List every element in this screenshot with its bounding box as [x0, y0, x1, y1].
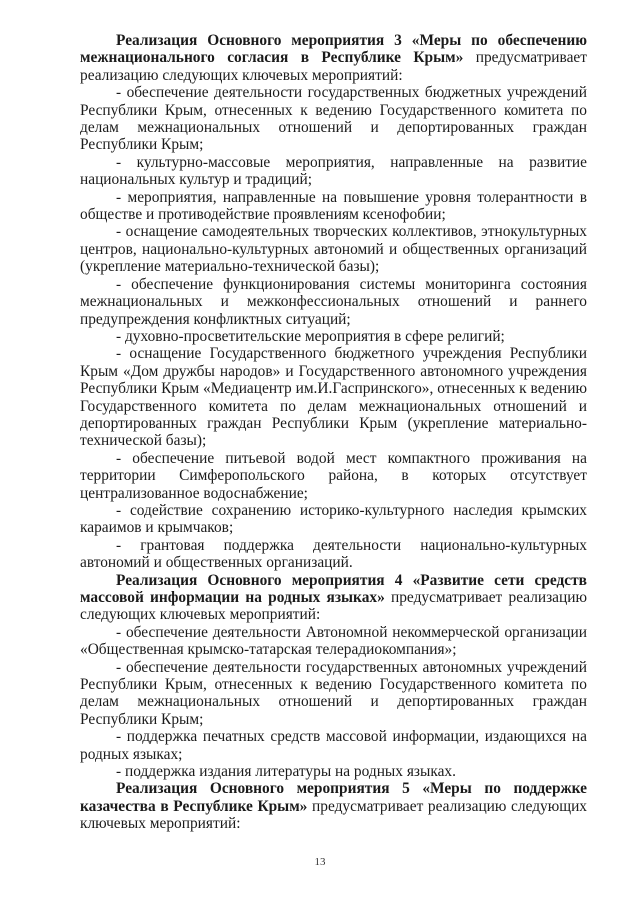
list-item: - духовно-просветительские мероприятия в сфере религий; [116, 327, 505, 345]
list-item: - поддержка печатных средств массовой информации, издающихся на родных языках; [80, 728, 587, 763]
section-intro [80, 780, 587, 832]
list-item: - оснащение Государственного бюджетного учреждения Республики Крым «Дом дружбы народов» и Государственного автономного учреждения Республики Крым «Медиацентр им.И.Гаспринского», отнесенных к ведению Государственного комитета по делам межнациональных отношений и депортированных граждан Республики Крым (укрепление материально-технической базы); [80, 345, 587, 450]
section-intro [80, 32, 587, 84]
section-title: Реализация Основного мероприятия 5 «Меры по поддержке казачества в Республике Крым» [80, 780, 587, 815]
list-item: - обеспечение питьевой водой мест компактного проживания на территории Симферопольского района, в которых отсутствует централизованное водоснабжение; [80, 449, 587, 502]
list-item: - мероприятия, направленные на повышение уровня толерантности в обществе и противодействие проявлениям ксенофобии; [80, 188, 587, 224]
list-item: - обеспечение деятельности государственных автономных учреждений Республики Крым, отнесенных к ведению Государственного комитета по делам межнациональных отношений и депортированных граждан Республики Крым; [80, 658, 587, 728]
list-item: - содействие сохранению историко-культурного наследия крымских караимов и крымчаков; [80, 501, 587, 537]
section-title: Реализация Основного мероприятия 4 «Развитие сети средств массовой информации на родных языках» [80, 571, 587, 606]
section-title: Реализация Основного мероприятия 3 «Меры по обеспечению межнационального согласия в Республике Крым» [80, 32, 587, 67]
list-item: - обеспечение деятельности государственных бюджетных учреждений Республики Крым, отнесенных к ведению Государственного комитета по делам межнациональных отношений и депортированных граждан Республики Крым; [80, 84, 587, 154]
list-item: - грантовая поддержка деятельности национально-культурных автономий и общественных организаций. [80, 536, 587, 572]
list-item: - поддержка издания литературы на родных языках. [116, 763, 456, 781]
list-item: - оснащение самодеятельных творческих коллективов, этнокультурных центров, национально-культурных автономий и общественных организаций (укрепление материально-технической базы); [80, 223, 587, 276]
section-intro-rest: предусматривает реализацию следующих ключевых мероприятий: [80, 589, 587, 624]
body-text [80, 32, 587, 833]
section-intro-rest: предусматривает реализацию следующих ключевых мероприятий: [80, 49, 587, 84]
list-item: - обеспечение деятельности Автономной некоммерческой организации «Общественная крымско-татарская телерадиокомпания»; [80, 623, 587, 659]
list-item: - обеспечение функционирования системы мониторинга состояния межнациональных и межконфессиональных отношений и раннего предупреждения конфликтных ситуаций; [80, 275, 587, 328]
section-intro [80, 572, 587, 624]
page-number: 13 [314, 856, 326, 868]
section-intro-rest: предусматривает реализацию следующих ключевых мероприятий: [80, 797, 587, 833]
list-item: - культурно-массовые мероприятия, направленные на развитие национальных культур и традиций; [80, 153, 587, 189]
